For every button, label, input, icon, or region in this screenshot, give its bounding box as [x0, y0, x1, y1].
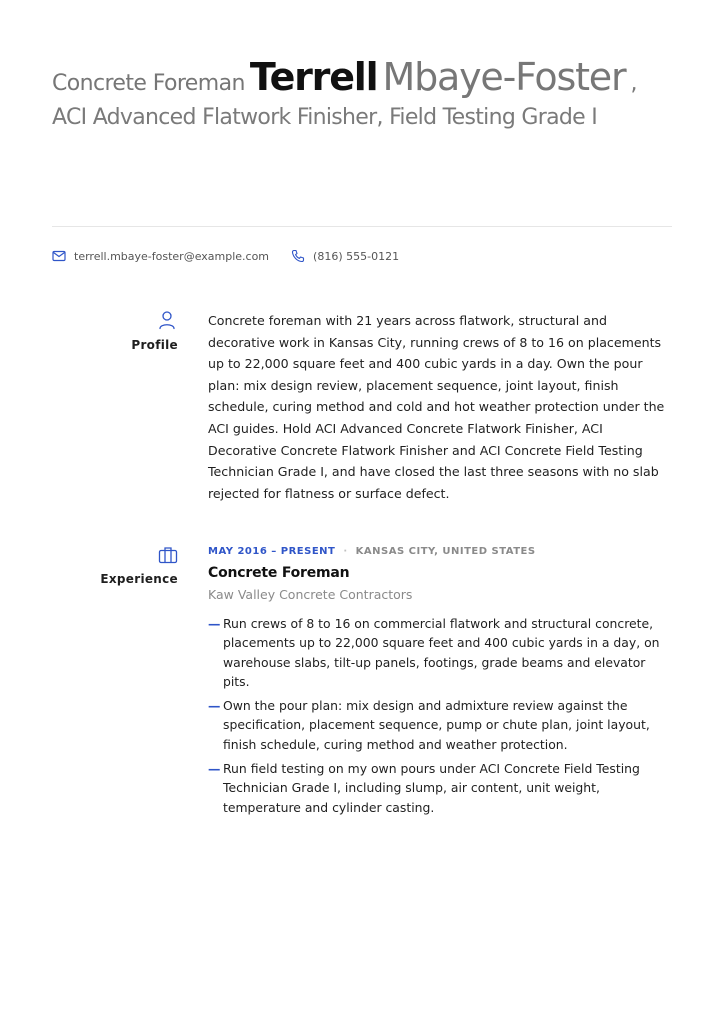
user-icon: [158, 310, 176, 330]
job-role: Concrete Foreman: [208, 565, 350, 581]
meta-separator: ·: [343, 546, 348, 557]
experience-title: Experience: [100, 572, 178, 586]
list-item: [208, 696, 674, 754]
header-divider: [52, 226, 672, 227]
experience-section-label: [50, 546, 178, 586]
dash-marker: —: [208, 761, 221, 777]
credentials: , ACI Advanced Flatwork Finisher, Field Testing Grade I: [52, 71, 637, 131]
profile-summary: Concrete foreman with 21 years across flatwork, structural and decorative work in Kansas City, running crews of 8 to 16 on placements up to 22,000 square feet and 400 cubic yards in a day. Own the pour plan: mix design review, placement sequence, joint layout, finish schedule, curing method and cold and hot weather protection under the ACI guides. Hold ACI Advanced Concrete Flatwork Finisher, ACI Decorative Concrete Flatwork Finisher and ACI Concrete Field Testing Technician Grade I, and have closed the last three seasons with no slab rejected for flatness or surface defect.: [208, 313, 665, 501]
mail-icon: [52, 250, 66, 262]
phone-icon: [291, 249, 305, 263]
briefcase-icon: [158, 546, 178, 564]
bullet-text: Run crews of 8 to 16 on commercial flatwork and structural concrete, placements up to 22,000 square feet and 400 cubic yards in a day, on warehouse slabs, tilt-up panels, footings, grade beams and elevator pits.: [223, 616, 660, 689]
job-location: KANSAS CITY, UNITED STATES: [355, 546, 536, 557]
profile-title: Profile: [131, 338, 178, 352]
resume-header: [52, 52, 674, 133]
dash-marker: —: [208, 616, 221, 631]
dash-marker: —: [208, 698, 221, 714]
bullet-text: Own the pour plan: mix design and admixture review against the specification, placement sequence, pump or chute plan, joint layout, finish schedule, curing method and weather protection.: [223, 698, 650, 752]
last-name: Mbaye-Foster: [382, 55, 626, 99]
headline: [52, 52, 674, 133]
email-text[interactable]: terrell.mbaye-foster@example.com: [74, 249, 270, 263]
job-meta: [208, 546, 674, 557]
contact-phone[interactable]: [291, 249, 399, 263]
bullet-text: Run field testing on my own pours under ACI Concrete Field Testing Technician Grade I, including slump, air content, unit weight, temperature and cylinder casting.: [223, 761, 640, 815]
job-company: Kaw Valley Concrete Contractors: [208, 587, 413, 602]
job-bullets: [208, 614, 674, 817]
contact-bar: [52, 249, 421, 263]
profile-section-label: [50, 310, 178, 352]
experience-entry: [208, 546, 674, 822]
job-dates: MAY 2016 – PRESENT: [208, 546, 336, 557]
contact-email[interactable]: [52, 250, 269, 263]
job-title-prefix: Concrete Foreman: [52, 71, 245, 96]
list-item: [208, 759, 674, 817]
phone-text[interactable]: (816) 555-0121: [313, 249, 400, 263]
first-name: Terrell: [249, 55, 378, 99]
list-item: [208, 614, 674, 691]
